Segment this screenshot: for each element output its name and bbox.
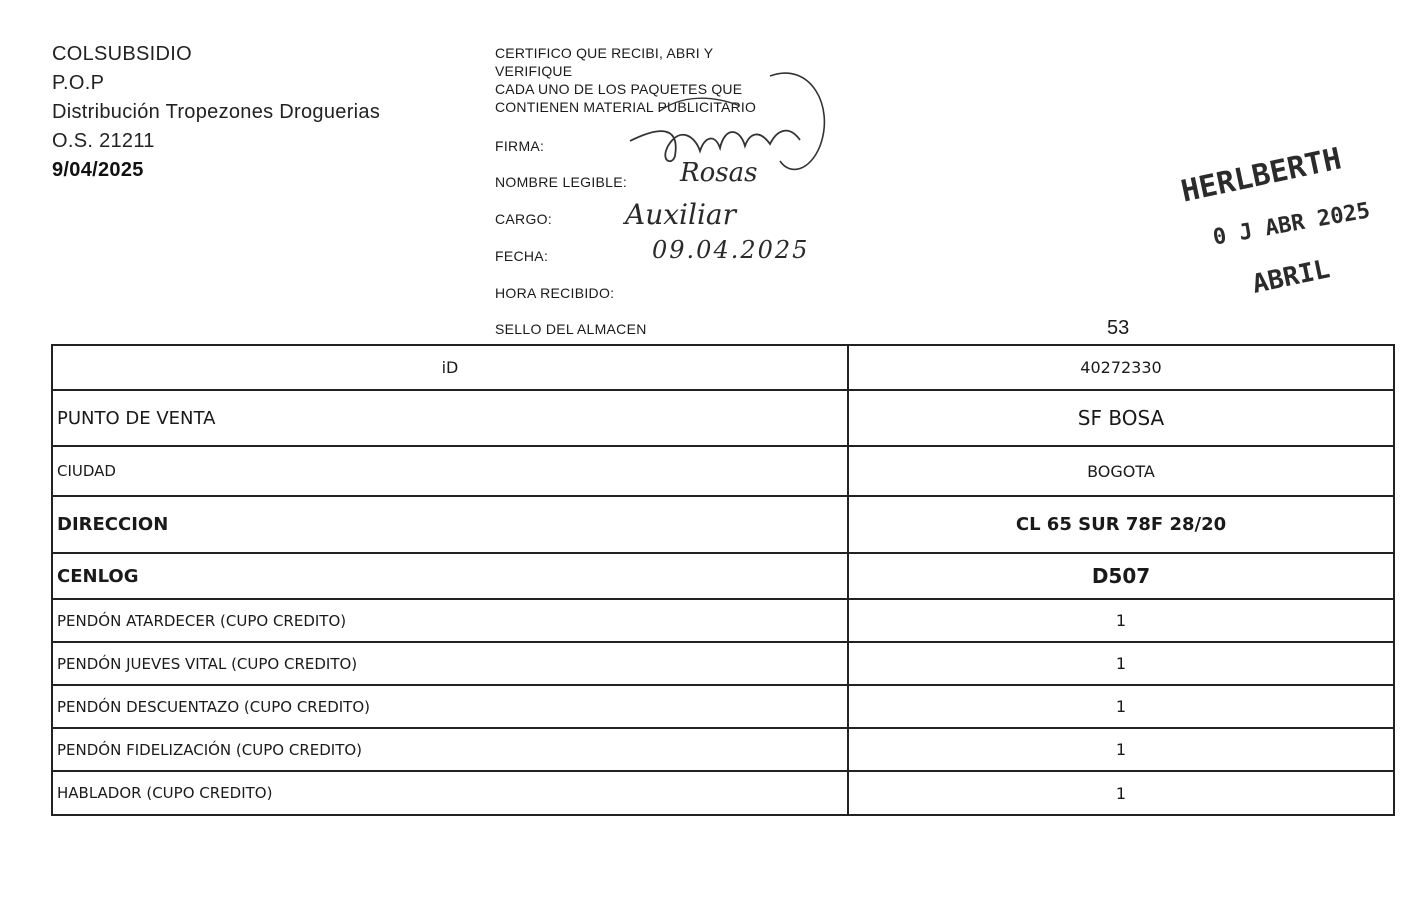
row-value: 1 bbox=[848, 728, 1394, 771]
stamp-name: HERLBERTH bbox=[1178, 141, 1345, 210]
distribution-title: Distribución Tropezones Droguerias bbox=[52, 101, 381, 123]
table-row bbox=[52, 390, 1394, 446]
row-value: 40272330 bbox=[848, 345, 1394, 390]
certification-line: CERTIFICO QUE RECIBI, ABRI Y bbox=[495, 45, 714, 61]
row-value: D507 bbox=[848, 553, 1394, 599]
row-label: CENLOG bbox=[52, 553, 848, 599]
row-value: 1 bbox=[848, 599, 1394, 642]
table-row bbox=[52, 642, 1394, 685]
document-date: 9/04/2025 bbox=[52, 159, 144, 181]
row-label: PENDÓN DESCUENTAZO (CUPO CREDITO) bbox=[52, 685, 848, 728]
cargo-label: CARGO: bbox=[495, 211, 553, 227]
order-number: O.S. 21211 bbox=[52, 130, 155, 152]
table-row bbox=[52, 446, 1394, 496]
row-value: 1 bbox=[848, 642, 1394, 685]
row-label: HABLADOR (CUPO CREDITO) bbox=[52, 771, 848, 815]
certification-line: VERIFIQUE bbox=[495, 63, 573, 79]
row-value: SF BOSA bbox=[848, 390, 1394, 446]
table-row bbox=[52, 496, 1394, 553]
header-block bbox=[52, 40, 380, 185]
cargo-handwritten: Auxiliar bbox=[625, 198, 736, 231]
row-value: 1 bbox=[848, 685, 1394, 728]
table-row bbox=[52, 345, 1394, 390]
stamp-month: ABRIL bbox=[1249, 254, 1333, 300]
certification-line: CONTIENEN MATERIAL PUBLICITARIO bbox=[495, 99, 757, 115]
table-row bbox=[52, 685, 1394, 728]
sello-label: SELLO DEL ALMACEN bbox=[495, 321, 647, 337]
row-value: CL 65 SUR 78F 28/20 bbox=[848, 496, 1394, 553]
nombre-label: NOMBRE LEGIBLE: bbox=[495, 174, 628, 190]
company-name: COLSUBSIDIO bbox=[52, 43, 192, 65]
row-label: CIUDAD bbox=[52, 446, 848, 496]
nombre-handwritten: Rosas bbox=[680, 158, 758, 188]
row-label: PENDÓN JUEVES VITAL (CUPO CREDITO) bbox=[52, 642, 848, 685]
row-label: PENDÓN FIDELIZACIÓN (CUPO CREDITO) bbox=[52, 728, 848, 771]
row-label: PUNTO DE VENTA bbox=[52, 390, 848, 446]
row-label: PENDÓN ATARDECER (CUPO CREDITO) bbox=[52, 599, 848, 642]
row-value: BOGOTA bbox=[848, 446, 1394, 496]
store-info-table bbox=[51, 344, 1395, 816]
fecha-handwritten: 09.04.2025 bbox=[652, 236, 810, 264]
row-label: iD bbox=[52, 345, 848, 390]
table-row bbox=[52, 553, 1394, 599]
firma-label: FIRMA: bbox=[495, 138, 545, 154]
row-value: 1 bbox=[848, 771, 1394, 815]
sequence-number: 53 bbox=[1107, 317, 1130, 339]
stamp-date: 0 J ABR 2025 bbox=[1211, 198, 1372, 251]
table-row bbox=[52, 728, 1394, 771]
row-label: DIRECCION bbox=[52, 496, 848, 553]
hora-label: HORA RECIBIDO: bbox=[495, 285, 615, 301]
table-row bbox=[52, 599, 1394, 642]
table-row bbox=[52, 771, 1394, 815]
certification-line: CADA UNO DE LOS PAQUETES QUE bbox=[495, 81, 743, 97]
fecha-label: FECHA: bbox=[495, 248, 549, 264]
program-label: P.O.P bbox=[52, 72, 105, 94]
